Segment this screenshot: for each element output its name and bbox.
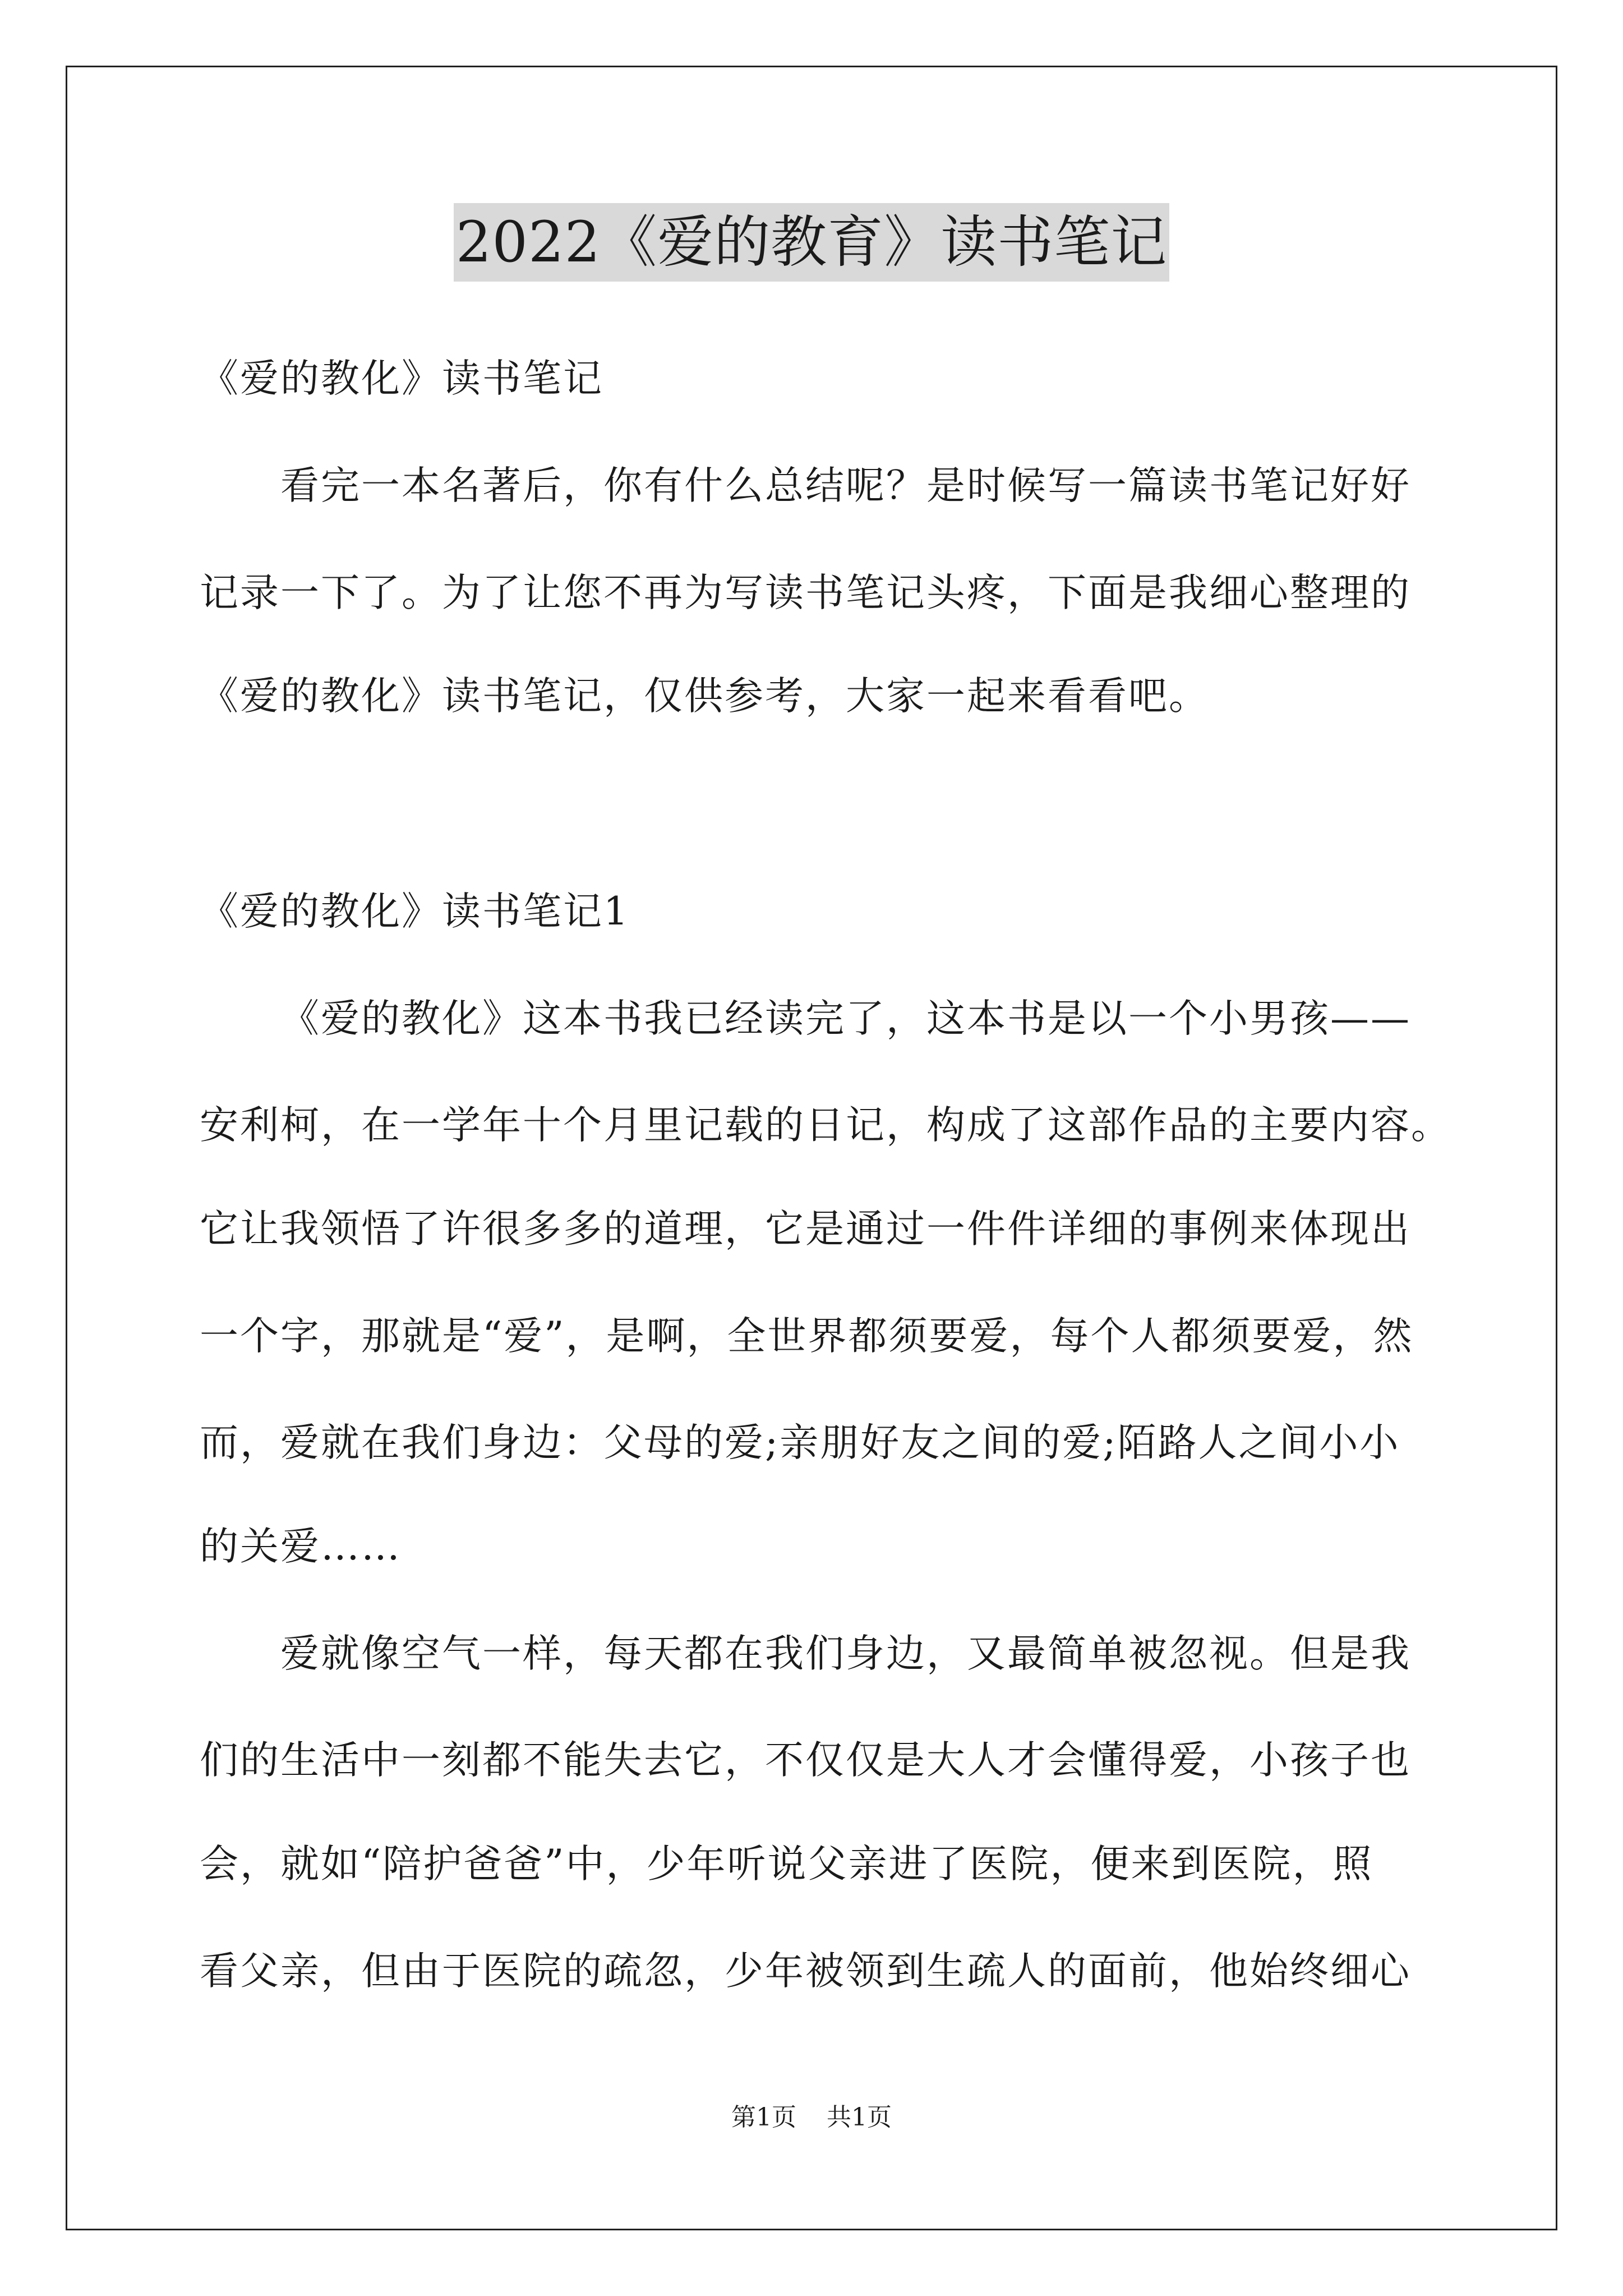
section-heading: 《爱的教化》读书笔记1 [200, 889, 630, 934]
paragraph-line: 爱就像空气一样，每天都在我们身边，又最简单被忽视。但是我 [280, 1631, 1411, 1676]
paragraph-line: 一个字，那就是“爱”，是啊，全世界都须要爱，每个人都须要爱，然 [200, 1314, 1414, 1359]
page-total: 共1页 [827, 2103, 892, 2132]
paragraph-line: 看完一本名著后，你有什么总结呢？是时候写一篇读书笔记好好 [280, 463, 1411, 508]
paragraph-line: 《爱的教化》读书笔记，仅供参考，大家一起来看看吧。 [200, 674, 1209, 719]
document-title: 2022《爱的教育》读书笔记 [454, 203, 1170, 282]
paragraph-line: 记录一下了。为了让您不再为写读书笔记头疼，下面是我细心整理的 [200, 570, 1411, 615]
paragraph-line: 安利柯，在一学年十个月里记载的日记，构成了这部作品的主要内容。 [200, 1103, 1451, 1148]
paragraph-line: 《爱的教化》这本书我已经读完了，这本书是以一个小男孩—— [280, 996, 1411, 1041]
page-number: 第1页 [731, 2103, 796, 2132]
paragraph-line: 会，就如“陪护爸爸”中，少年听说父亲进了医院，便来到医院，照 [200, 1842, 1373, 1887]
paragraph-line: 的关爱…… [200, 1524, 402, 1569]
page-footer [0, 2101, 1623, 2134]
title-container [0, 203, 1623, 282]
paragraph-line: 它让我领悟了许很多多的道理，它是通过一件件详细的事例来体现出 [200, 1207, 1411, 1251]
paragraph-line: 而，爱就在我们身边：父母的爱;亲朋好友之间的爱;陌路人之间小小 [200, 1420, 1400, 1465]
intro-heading: 《爱的教化》读书笔记 [200, 356, 603, 401]
paragraph-line: 看父亲，但由于医院的疏忽，少年被领到生疏人的面前，他始终细心 [200, 1949, 1411, 1994]
paragraph-line: 们的生活中一刻都不能失去它，不仅仅是大人才会懂得爱，小孩子也 [200, 1738, 1411, 1783]
